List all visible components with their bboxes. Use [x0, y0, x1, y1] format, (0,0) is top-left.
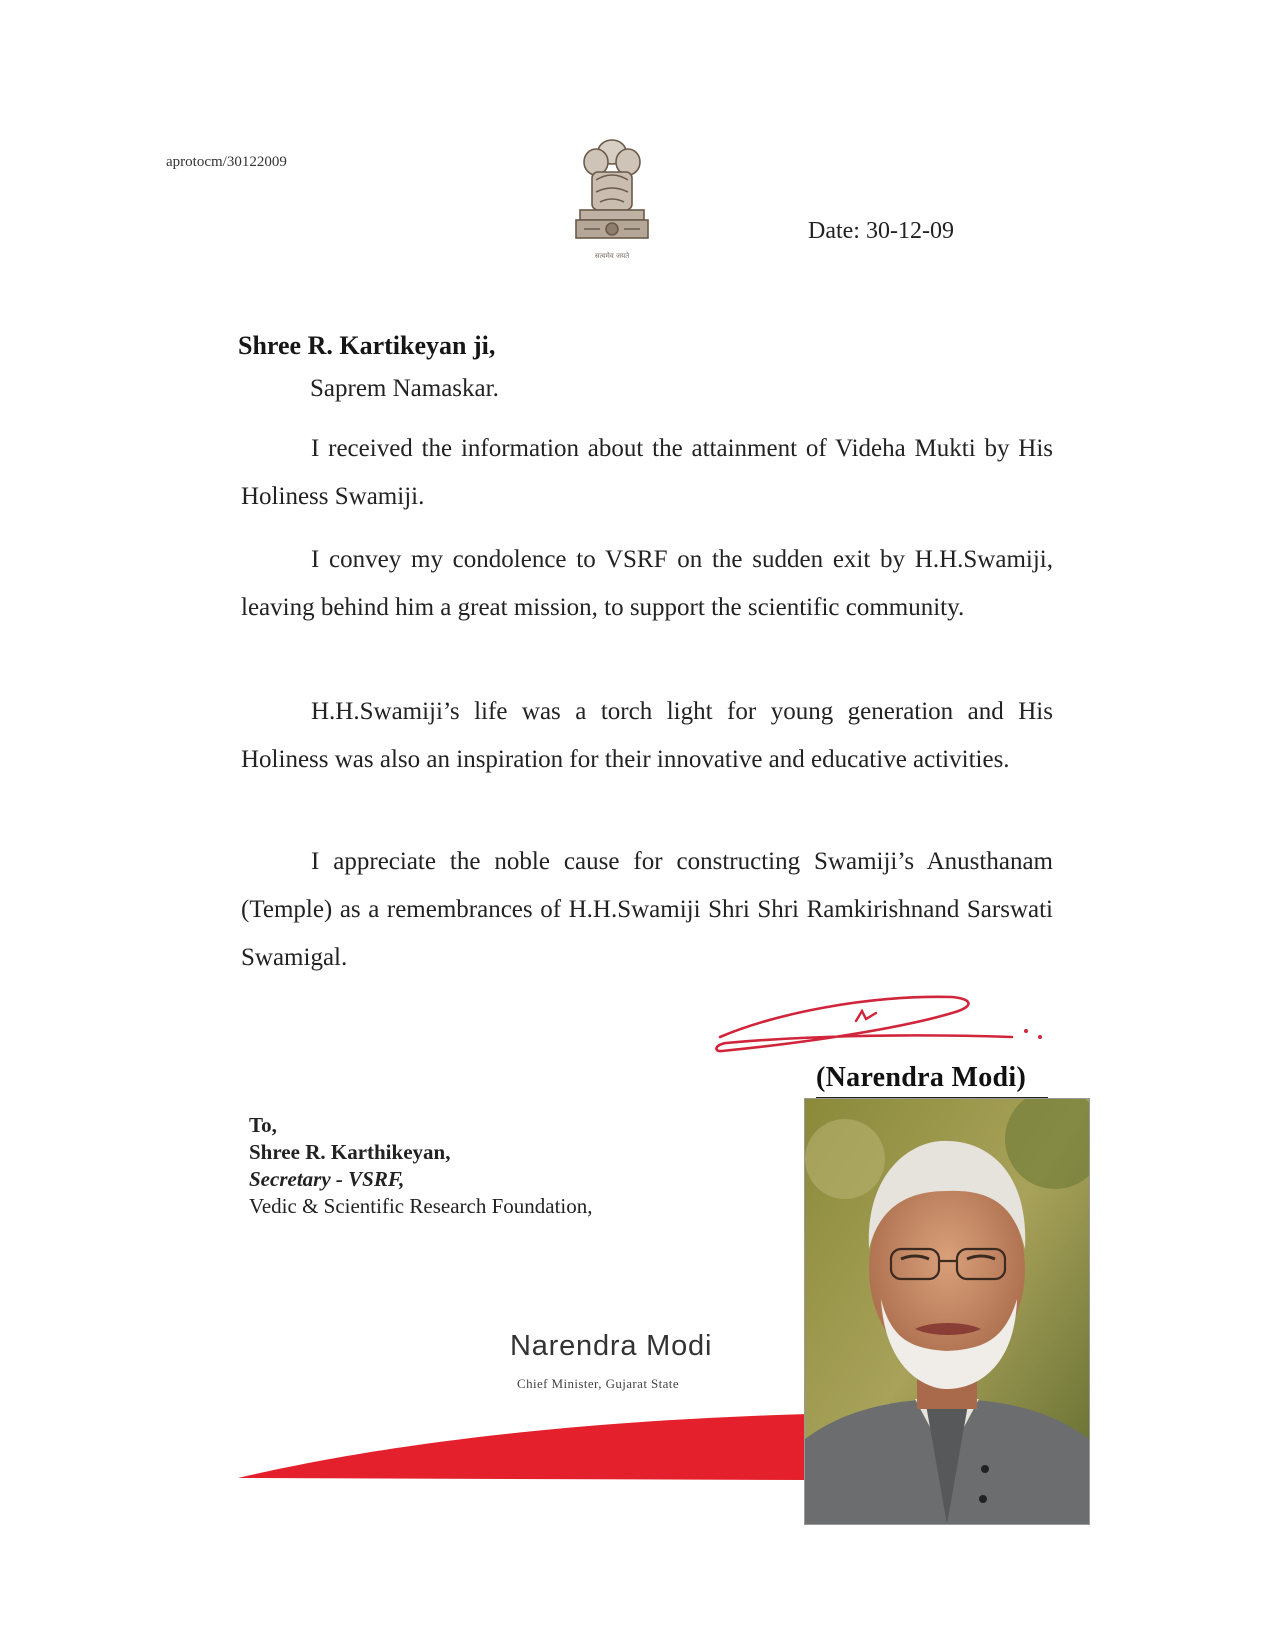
body-paragraph: I convey my condolence to VSRF on the sudden exit by H.H.Swamiji, leaving behind him a great mission, to support the scientific community. — [241, 546, 1053, 621]
handwritten-signature — [712, 985, 1062, 1057]
emblem-caption: सत्यमेव जयते — [594, 252, 630, 260]
greeting: Saprem Namaskar. — [310, 375, 499, 402]
recipient-address — [249, 1112, 593, 1220]
body-paragraph: I appreciate the noble cause for constructing Swamiji’s Anusthanam (Temple) as a remembrances of H.H.Swamiji Shri Shri Ramkirishnand Sarswati Swamigal. — [241, 848, 1053, 971]
body-paragraph: H.H.Swamiji’s life was a torch light for young generation and His Holiness was also an inspiration for their innovative and educative activities. — [241, 698, 1053, 773]
portrait-photo — [804, 1098, 1090, 1525]
letter-date: Date: 30-12-09 — [808, 218, 954, 244]
signatory-name: (Narendra Modi) — [816, 1062, 1027, 1093]
address-to: To, — [249, 1113, 277, 1137]
letterhead-title: Chief Minister, Gujarat State — [517, 1376, 679, 1391]
salutation: Shree R. Kartikeyan ji, — [238, 331, 496, 360]
body-paragraph: I received the information about the attainment of Videha Mukti by His Holiness Swamiji. — [241, 435, 1053, 510]
address-organization: Vedic & Scientific Research Foundation, — [249, 1194, 593, 1218]
address-name: Shree R. Karthikeyan, — [249, 1140, 451, 1164]
address-designation: Secretary - VSRF, — [249, 1167, 405, 1191]
state-emblem-icon — [566, 130, 658, 272]
letterhead-swoosh — [238, 1410, 808, 1480]
letterhead-name: Narendra Modi — [510, 1330, 713, 1362]
reference-number: aprotocm/30122009 — [166, 154, 287, 170]
